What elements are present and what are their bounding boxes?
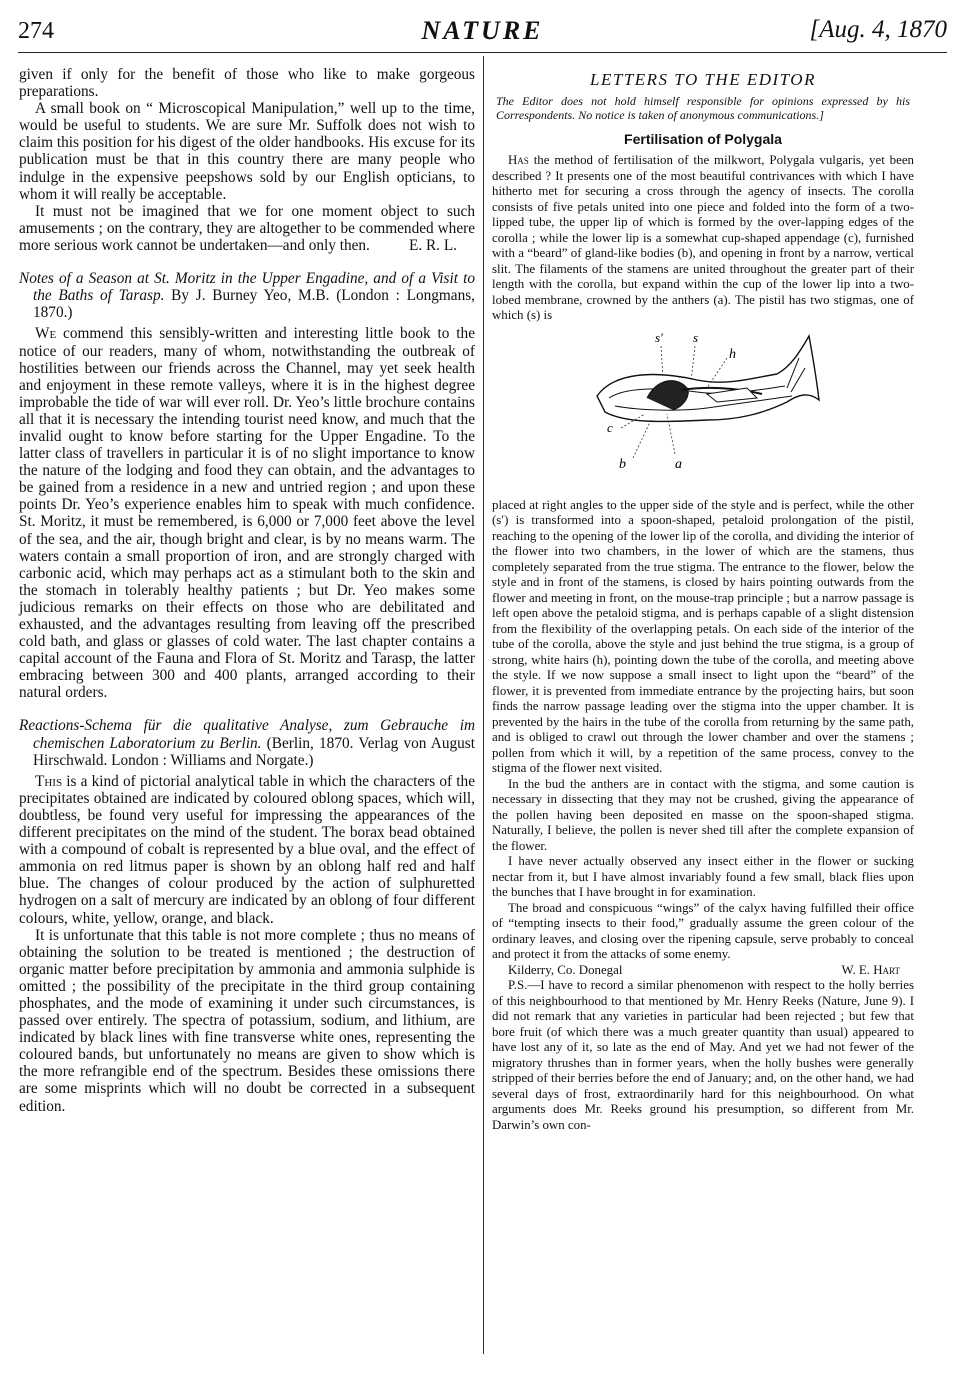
leader-line <box>707 358 727 388</box>
paragraph-text: commend this sensibly-written and interesting little book to the notice of our readers, many of whom, notwithstanding the outbreak of hostilities between our friends across the Channel, may yet seek health and enjoyment in these remote valleys, where it is in the highest degree improbable the tide of war will ever roll. Dr. Yeo’s little brochure contains all that it is necessary the intending tourist need know, and much that the invalid ought to know before starting for the Upper Engadine. To the latter class of travellers in particular it is of no slight importance to know the nature of the lodging and food they can obtain, and the advantages to be gained from a residence in a new and untried region ; and upon these points Dr. Yeo’s experience enables him to speak with much confidence. St. Moritz, it must be remembered, is 6,000 or 7,000 feet above the level of the sea, and the air, though bright and clear, is by no means warm. The waters contain a small proportion of iron, and are strongly charged with carbonic acid, which may perhaps act as a stimulant both to the skin and the stomach in tolerably healthy patients ; but Dr. Yeo makes some judicious remarks on their effects on those who are debilitated and exhausted, and the advantages resulting from leaving off the prescribed cold bath, and glass or glasses of cold water. The last chapter contains a capital account of the Fauna and Flora of St. Moritz and Tarasp, the latter embracing between 300 and 400 plants, arranged according to their natural orders. <box>19 325 475 702</box>
label-b: b <box>619 456 626 472</box>
paragraph: The broad and conspicuous “wings” of the calyx having fulfilled their office of “tempting insects to their food,” gradually assume the green colour of the ordinary leaves, and closing over the ripening capsule, serve probably to conceal and protect it from the attacks of some enemy. <box>492 900 914 961</box>
section-heading: LETTERS TO THE EDITOR <box>590 70 816 89</box>
paragraph: placed at right angles to the upper side of the style and is perfect, while the other (s′) is transformed into a spoon-shaped, petaloid prolongation of the pistil, reaching to the opening of the lower lip of the corolla, and dividing the interior of the flower into two chambers, in the lower of which are the stamens, thus completely separated from the true stigma. The entrance to the flower, below the style and in front of the stamens, is closed by hairs pointing outwards from the flower and meeting in front, on the mouse-trap principle ; but a narrow passage is left open above the petaloid stigma, and is perhaps capable of a slight distension from the flexibility of the overlapping petals. On each side of the interior of the tube of the corolla, above the style and just behind the true stigma, is a group of strong, white hairs (h), pointing down the tube of the corolla, and meeting above the style. If we now suppose a small insect to light upon the “beard” of the flower, it is prevented from immediate entrance by the projecting hairs, but soon finds the narrow passage leading over the stigma into the upper chamber. It is prevented by the hairs in the tube of the corolla from returning by the same path, and is obliged to crawl out through the lower chamber and over the stamens ; pollen from which it will, by a repetition of the same process, convey to the stigma of the flower next visited. <box>492 497 914 775</box>
label-s: s <box>693 329 699 345</box>
header-rule <box>18 52 947 53</box>
label-h: h <box>729 346 736 362</box>
article-title: Fertilisation of Polygala <box>624 130 782 147</box>
petaloid-stigma <box>707 388 757 402</box>
stamens <box>647 380 688 409</box>
lower-lip <box>615 396 792 410</box>
paragraph: given if only for the benefit of those who like to make gorgeous preparations. <box>19 66 475 101</box>
reviewer-initials: E. R. L. <box>408 237 457 255</box>
label-c: c <box>607 419 613 435</box>
paragraph: A small book on “ Microscopical Manipulation,” well up to the time, would be useful to students. We are sure Mr. Suffolk does not wish to claim this position for his digest of the older handbooks. His excuse for its publication must be that in this country there are many people who indulge in the expensive peepshows sold by our English opticians, to whom it will really be acceptable. <box>19 100 475 203</box>
paragraph: In the bud the anthers are in contact with the stigma, and some caution is necessary in dissecting that they may not be crushed, giving the appearance of the pollen having been deposited en masse on the spoon-shaped stigma. Naturally, I believe, the pollen is never shed till after the complete expansion of the flower. <box>492 776 914 853</box>
paragraph-text: is a kind of pictorial analytical table in which the characters of the precipitates obtained are indicated by coloured oblong spaces, which will, doubtless, be found very useful for impressing the appearances of the different precipitates on the mind of the student. The borax bead obtained with a compound of cobalt is represented by a blue oval, and the effect of ammonia on red litmus paper is shown by an oblong half red and half blue. The changes of colour produced by the action of sulphuretted hydrogen on a salt of mercury are indicated by an oblong of four different colours, white, yellow, orange, and black. <box>19 772 475 927</box>
lead-word: We <box>35 325 57 343</box>
editor-disclaimer: The Editor does not hold himself responsible for opinions expressed by his Correspondents. No notice is taken of anonymous communications.] <box>496 93 910 122</box>
right-column <box>492 70 914 1133</box>
polygala-flower-figure <box>492 328 914 498</box>
leader-line <box>691 346 695 382</box>
running-header <box>18 14 947 48</box>
journal-title: NATURE <box>421 16 544 45</box>
issue-date: [Aug. 4, 1870 <box>809 16 947 43</box>
letter-signature <box>492 963 914 979</box>
corolla-outline <box>597 336 819 422</box>
lead-word: This <box>35 772 63 790</box>
paragraph: I have never actually observed any insect either in the flower or sucking nectar from it, but I have almost invariably found a few small, black flies upon the bunches that I have brought in for examination. <box>492 854 914 899</box>
column-divider <box>483 56 484 1354</box>
signature-place: Kilderry, Co. Donegal <box>508 962 623 977</box>
label-s-prime: s′ <box>655 329 663 345</box>
left-column <box>19 66 475 1115</box>
lead-word: Has <box>508 153 529 167</box>
paragraph <box>19 325 475 701</box>
label-a: a <box>675 456 682 472</box>
signature-name: W. E. Hart <box>841 962 900 977</box>
paragraph-text: the method of fertilisation of the milkwort, Polygala vulgaris, yet been described ? It presents one of the most beautiful contrivances with which I have hitherto met for securing a cross through the agency of insects. The corolla consists of five petals united into one piece and folded into the form of a two-lipped tube, the upper lip of which is formed by the over-lapping edges of the corolla ; while the lower lip is a somewhat cup-shaped appendage (c), furnished with a “beard” of gland-like bodies (b), and opening in front by a narrow, vertical slit. The filaments of the stamens are united throughout the greater part of their length with the corolla, but expand within the cup of the lower lip into a two-lobed membrane, crowned by the anthers (a). The pistil has two stigmas, one of which (s) is <box>492 153 914 322</box>
leader-line <box>667 414 675 454</box>
paragraph <box>19 773 475 927</box>
book-title: Reactions-Schema für die qualitative Analyse, zum Gebrauche im chemischen Laboratorium zu Berlin. <box>19 717 475 752</box>
book-publication: By J. Burney Yeo, M.B. (London : Longmans, 1870.) <box>33 287 476 322</box>
book-publication: (Berlin, 1870. Verlag von August Hirschwald. London : Williams and Norgate.) <box>33 734 475 769</box>
book-title: Notes of a Season at St. Moritz in the Upper Engadine, and of a Visit to the Baths of Tarasp. <box>19 270 475 305</box>
book-heading <box>19 270 475 321</box>
page-number: 274 <box>18 18 54 44</box>
book-heading <box>19 717 475 768</box>
leader-line <box>633 420 651 458</box>
paragraph <box>492 153 914 324</box>
flower-diagram <box>587 328 827 488</box>
paragraph: It is unfortunate that this table is not more complete ; thus no means of obtaining the solution to be treated is mentioned ; the destruction of organic matter before precipitation by ammonia and ammonia sulphide is omitted ; the possibility of the precipitate in the third group containing phosphates, and the mode of examining it under such circumstances, is passed over entirely. The spectra of potassium, sodium, and lithium, are indicated by black lines with fine transverse white ones, representing the coloured bands, but unfortunately no means are given to show which is the more refrangible end of the spectrum. Besides these omissions there are some misprints which will no doubt be corrected in a subsequent edition. <box>19 926 475 1115</box>
postscript: P.S.—I have to record a similar phenomenon with respect to the holly berries of this neighbourhood to that mentioned by Mr. Henry Reeks (Nature, June 9). I did not remark that any varieties in particular had been rejected ; but few that bore fruit (of which there was a much greater quantity than usual) appeared to have lost any of it, so late as the end of May. And yet we had not fewer of the migratory thrushes than in former years, when the holly bushes were generally stripped of their berries before the end of January; and, on the other hand, we had several days of frost, extraordinarily hard for this neighbourhood. On what arguments does Mr. Reeks ground his presumption, so different from Mr. Darwin’s own con- <box>492 978 914 1132</box>
paragraph-text: It must not be imagined that we for one moment object to such amusements ; on the contrary, they are altogether to be commended where more serious work cannot be undertaken—and only then. <box>19 202 475 254</box>
leader-line <box>661 346 663 378</box>
